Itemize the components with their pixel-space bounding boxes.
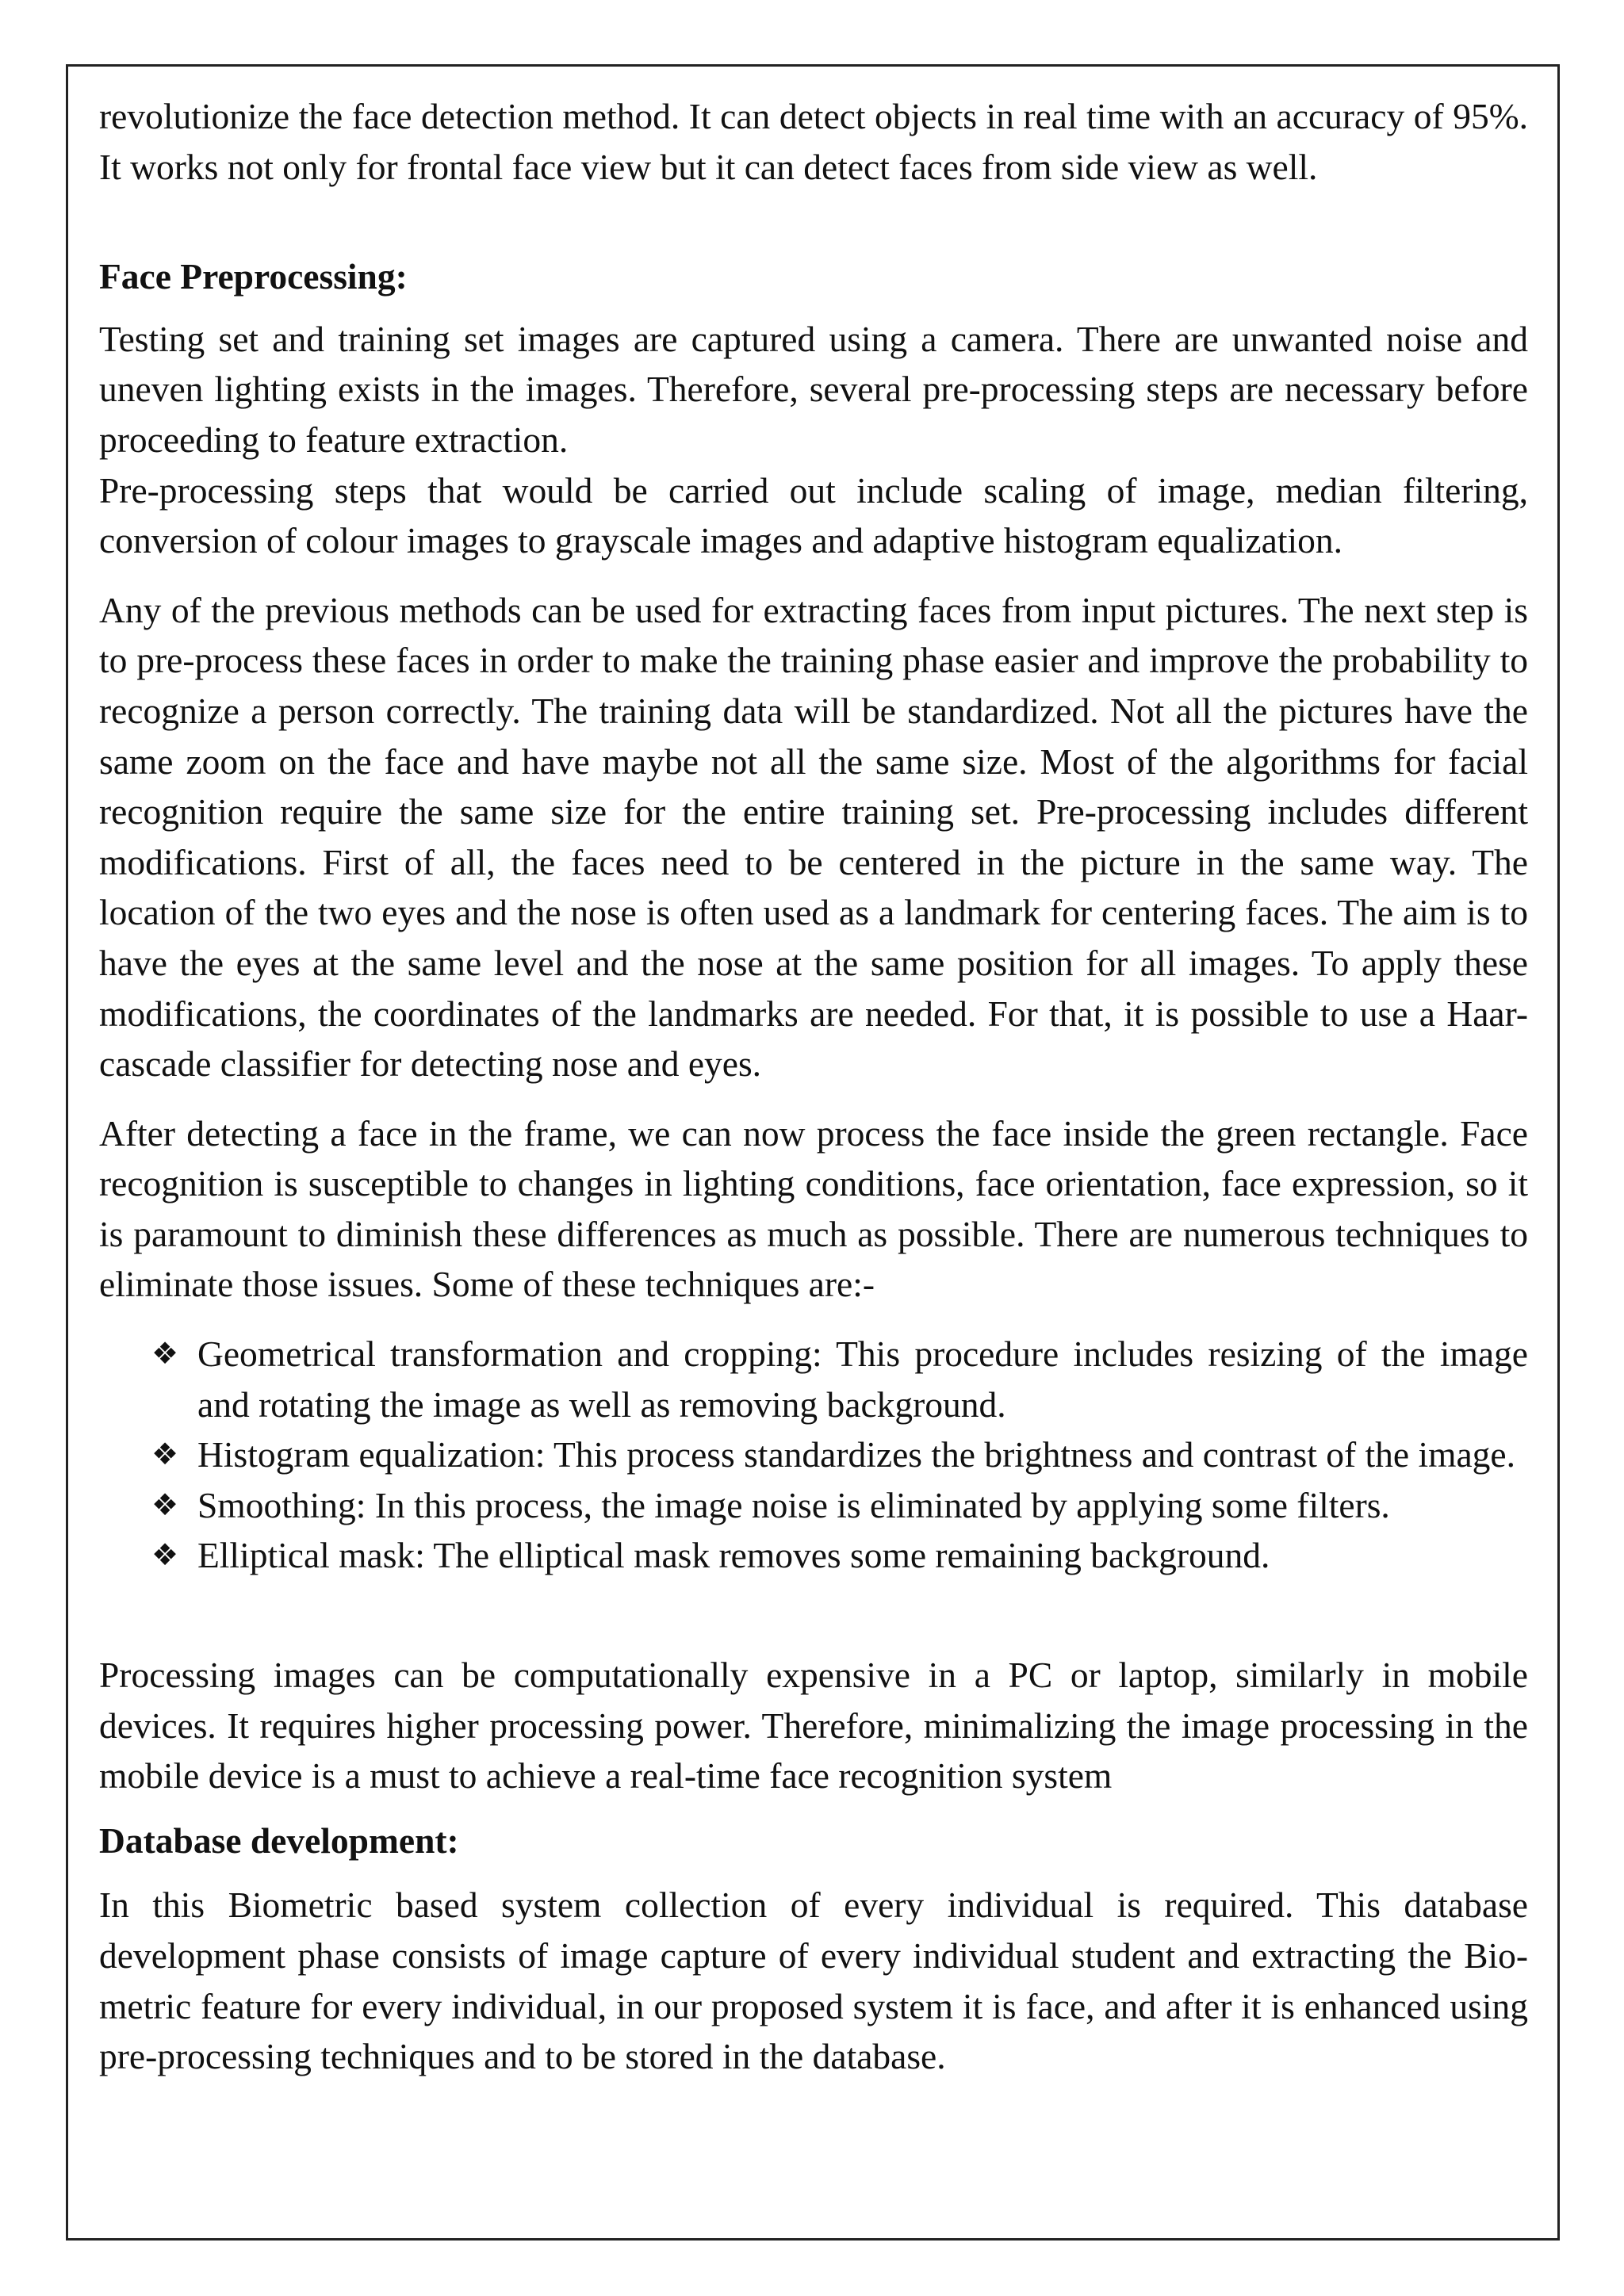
paragraph-database: In this Biometric based system collection of every individual is required. This database development phase consists of image capture of every individual student and extracting the Bio-metric feature for every individual, in our proposed system it is face, and after it is enhanced using pre-processing techniques and to be stored in the database.: [99, 1885, 1528, 2077]
paragraph-after-detecting: After detecting a face in the frame, we can now process the face inside the green rectangle. Face recognition is susceptible to changes in lighting conditions, face orientation, face expression, so it is paramount to diminish these differences as much as possible. There are numerous techniques to eliminate those issues. Some of these techniques are:-: [99, 1112, 1528, 1305]
diamond-bullet-icon: ❖: [151, 1437, 179, 1472]
section-heading-face-preprocessing: Face Preprocessing:: [99, 256, 408, 297]
document-body: [99, 91, 1528, 2082]
list-item: ❖ Elliptical mask: The elliptical mask removes some remaining background.: [151, 1530, 1528, 1581]
paragraph-extracting-faces: Any of the previous methods can be used for extracting faces from input pictures. The next step is to pre-process these faces in order to make the training phase easier and improve the probability to recognize a person correctly. The training data will be standardized. Not all the pictures have the same zoom on the face and have maybe not all the same size. Most of the algorithms for facial recognition require the same size for the entire training set. Pre-processing includes different modifications. First of all, the faces need to be centered in the picture in the same way. The location of the two eyes and the nose is often used as a landmark for centering faces. The aim is to have the eyes at the same level and the nose at the same position for all images. To apply these modifications, the coordinates of the landmarks are needed. For that, it is possible to use a Haar-cascade classifier for detecting nose and eyes.: [99, 589, 1528, 1085]
list-item: ❖ Geometrical transformation and cropping: This procedure includes resizing of the image and rotating the image as well as removing background.: [151, 1329, 1528, 1429]
diamond-bullet-icon: ❖: [151, 1537, 179, 1573]
section-heading-database-development: Database development:: [99, 1820, 459, 1861]
techniques-list: [99, 1329, 1528, 1581]
diamond-bullet-icon: ❖: [151, 1487, 179, 1522]
diamond-bullet-icon: ❖: [151, 1336, 179, 1372]
paragraph-processing-cost: Processing images can be computationally expensive in a PC or laptop, similarly in mobile devices. It requires higher processing power. Therefore, minimalizing the image processing in the mobile device is a must to achieve a real-time face recognition system: [99, 1655, 1528, 1797]
paragraph-capture: Testing set and training set images are captured using a camera. There are unwanted noise and uneven lighting exists in the images. Therefore, several pre-processing steps are necessary before proceeding to feature extraction.: [99, 318, 1528, 460]
intro-paragraph: revolutionize the face detection method. It can detect objects in real time with an accuracy of 95%. It works not only for frontal face view but it can detect faces from side view as well.: [99, 96, 1528, 187]
paragraph-preprocessing-steps: Pre-processing steps that would be carried out include scaling of image, median filtering, conversion of colour images to grayscale images and adaptive histogram equalization.: [99, 469, 1528, 561]
list-item: ❖ Histogram equalization: This process standardizes the brightness and contrast of the image.: [151, 1429, 1528, 1480]
list-item: ❖ Smoothing: In this process, the image noise is eliminated by applying some filters.: [151, 1480, 1528, 1531]
